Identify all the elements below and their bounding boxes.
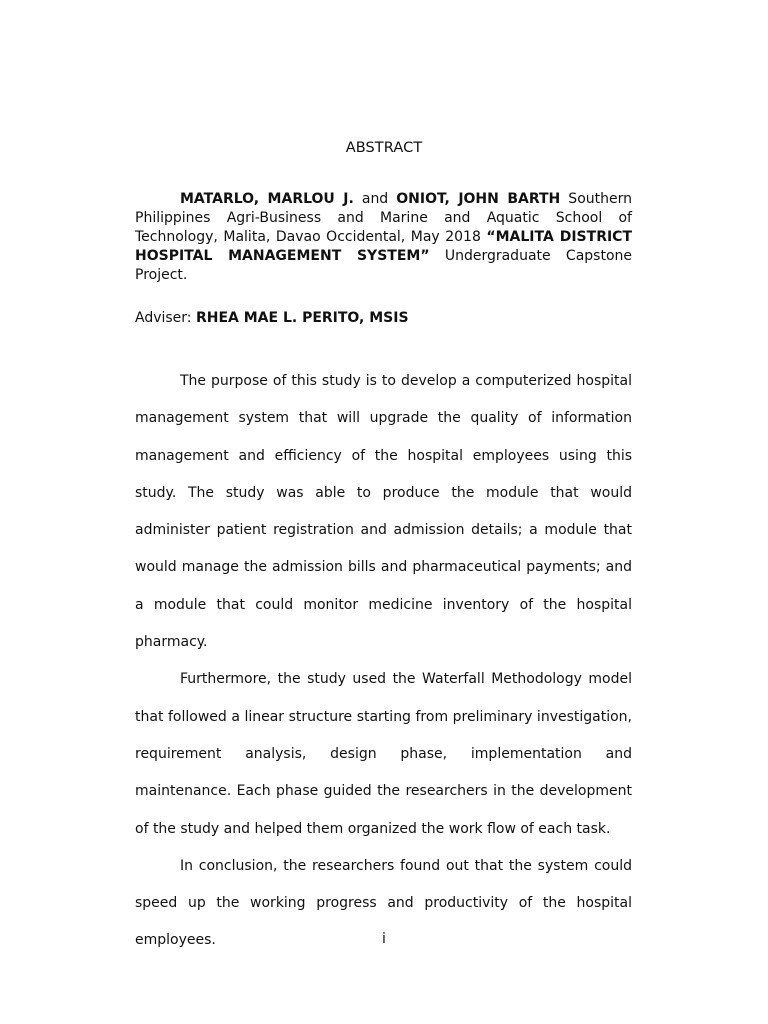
author-1: MATARLO, MARLOU J. (180, 191, 354, 207)
page-number: i (382, 931, 386, 947)
project-type: Undergraduate Capstone Project. (135, 248, 632, 283)
adviser-line (135, 308, 409, 328)
project-title: “MALITA DISTRICT HOSPITAL MANAGEMENT SYSTEM” (135, 229, 633, 264)
adviser-name: RHEA MAE L. PERITO, MSIS (195, 310, 409, 326)
paragraph-conclusion: In conclusion, the researchers found out that the system could speed up the working progress and productivity of the hospital employees. (135, 857, 632, 949)
author-conjunction: and (353, 191, 397, 207)
author-2: ONIOT, JOHN BARTH (396, 191, 561, 207)
paragraph-methodology: Furthermore, the study used the Waterfall Methodology model that followed a linear structure starting from preliminary investigation, requirement analysis, design phase, implementation and maintenance. Each phase guided the researchers in the development of the study and helped them organized the work flow of each task. (135, 671, 632, 837)
abstract-body (135, 363, 632, 960)
institution-text: Southern Philippines Agri-Business and Marine and Aquatic School of Technology, Malita, Davao Occidental, May 2018 (135, 191, 632, 245)
citation-block (135, 190, 632, 285)
paragraph-purpose: The purpose of this study is to develop a computerized hospital management system that will upgrade the quality of information management and efficiency of the hospital employees using this study. The study was able to produce the module that would administer patient registration and admission details; a module that would manage the admission bills and pharmaceutical payments; and a module that could monitor medicine inventory of the hospital pharmacy. (135, 373, 632, 651)
adviser-label: Adviser: (135, 310, 196, 326)
abstract-heading: ABSTRACT (345, 140, 423, 156)
